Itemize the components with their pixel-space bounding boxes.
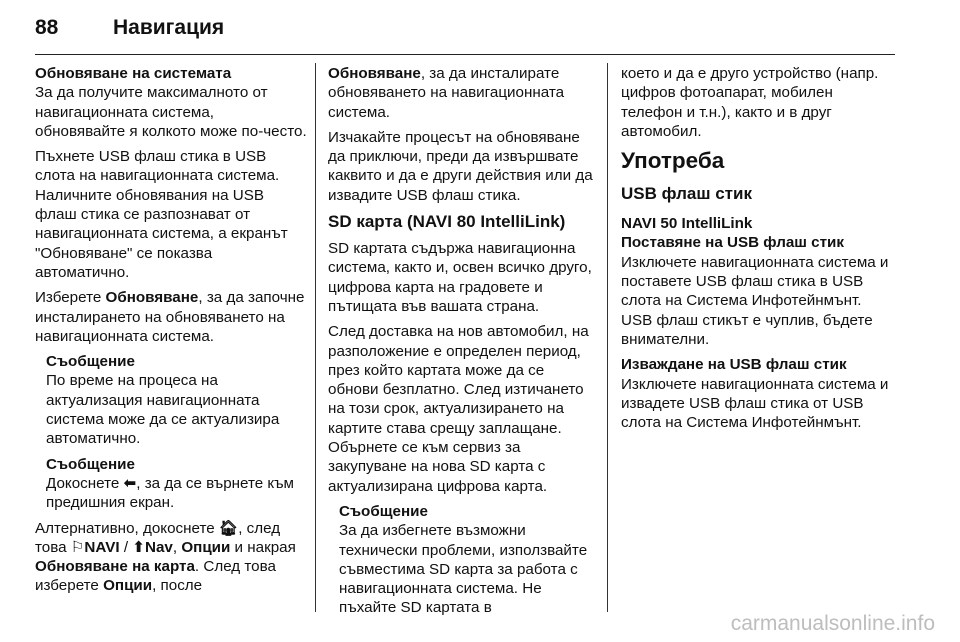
page-title: Навигация (113, 16, 225, 39)
paragraph: Пъхнете USB флаш стика в USB слота на навигационната система. Наличните обновявания на USB флаш стика се разпознават от навигационната система, а екранът "Обновяване" се показва автоматично. (35, 148, 288, 281)
ui-term: Опции (103, 577, 153, 595)
subsection-heading-usb: USB флаш стик (621, 184, 752, 204)
paragraph: Изчакайте процесът на обновяване да приключи, преди да извършвате каквито и да е други действия или да извадите USB флаш стика. (328, 128, 593, 204)
column-divider (315, 63, 316, 612)
ui-term: NAVI (84, 538, 120, 556)
text: Изберете (35, 289, 106, 307)
section-heading-usage: Употреба (621, 148, 725, 174)
note-heading: Съобщение (339, 502, 428, 520)
paragraph (35, 288, 307, 346)
text: Докоснете (46, 474, 124, 492)
note-box (46, 352, 307, 448)
text: . След това изберете (35, 558, 276, 595)
flag-icon: ⚐ (70, 538, 85, 556)
paragraph: което и да е друго устройство (напр. цифров фотоапарат, мобилен телефон и т.н.), както и в друг автомобил. (621, 65, 879, 140)
ui-term: Обновяване на карта (35, 558, 195, 576)
text: , след това (35, 519, 281, 556)
paragraph: Изключете навигационната система и поставете USB флаш стика в USB слота на Система Инфотейнмънт. USB флаш стикът е чуплив, бъдете внимателни. (621, 253, 889, 348)
model-heading: NAVI 50 IntelliLink (621, 215, 753, 233)
text: , за да се върнете към предишния екран. (46, 474, 294, 512)
column-2 (328, 64, 594, 624)
paragraph (328, 64, 594, 122)
paragraph (35, 519, 307, 596)
note-heading: Съобщение (46, 455, 135, 473)
text: и накрая (230, 538, 296, 556)
text: Алтернативно, докоснете (35, 519, 219, 537)
paragraph: Изключете навигационната система и извадете USB флаш стика от USB слота на Система Инфотейнмънт. (621, 375, 889, 432)
text: , за да започне инсталирането на обновяването на навигационната система. (35, 289, 305, 345)
text: / (119, 538, 133, 556)
subheading-remove: Изваждане на USB флаш стик (621, 356, 847, 374)
note-box (46, 455, 307, 513)
ui-term: Nav (145, 538, 173, 556)
direction-arrow-icon: ⬆ (132, 538, 145, 556)
paragraph: За да получите максималното от навигационната система, обновявайте я колкото може по-често. (35, 84, 307, 140)
page-header (35, 14, 895, 55)
section-heading-sd-card: SD карта (NAVI 80 IntelliLink) (328, 212, 566, 232)
home-icon: 🏠︎ (218, 519, 239, 537)
column-divider (607, 63, 608, 612)
subheading-insert: Поставяне на USB флаш стик (621, 234, 844, 252)
note-text (46, 474, 307, 513)
note-box (339, 502, 594, 618)
paragraph: След доставка на нов автомобил, на разположение е определен период, през който картата може да се обнови безплатно. След изтичането на този срок, актуализирането на картите става срещу заплащане. Обърнете се към сервиз за закупуване на нова SD карта с актуализирана цифрова карта. (328, 323, 589, 495)
text: , за да инсталирате обновяването на навигационната система. (328, 65, 565, 121)
page-number: 88 (35, 16, 59, 39)
note-heading: Съобщение (46, 353, 135, 371)
note-text: За да избегнете възможни технически проблеми, използвайте съвместима SD карта за работа с навигационната система. Не пъхайте SD картата в (339, 522, 588, 617)
column-3 (621, 64, 893, 438)
column-1 (35, 64, 307, 602)
ui-term: Обновяване (328, 65, 421, 82)
paragraph: SD картата съдържа навигационна система, както и, освен всичко друго, цифрова карта на градовете и пътищата във вашата страна. (328, 240, 592, 315)
ui-term: Опции (181, 538, 231, 556)
watermark: carmanualsonline.info (730, 612, 935, 635)
ui-term: Обновяване (105, 289, 199, 307)
text: , после (152, 577, 203, 595)
back-arrow-icon: ⬅ (123, 474, 137, 492)
note-text: По време на процеса на актуализация навигационната система може да се актуализира автоматично. (46, 372, 280, 448)
text: , (172, 538, 182, 556)
section-heading-update: Обновяване на системата (35, 65, 232, 82)
